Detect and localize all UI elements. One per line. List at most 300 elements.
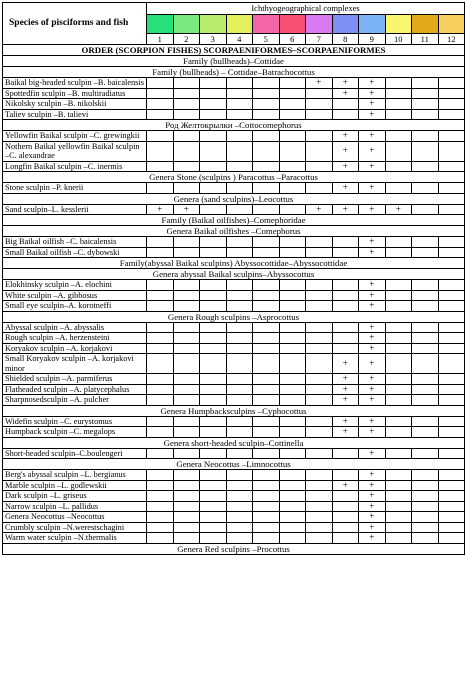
species-name: Spottedfin sculpin –B. multiradiatus — [3, 88, 147, 99]
species-name: Baikal big-headed sculpin –B. baicalensis — [3, 78, 147, 89]
presence-cell — [385, 333, 412, 344]
presence-cell — [306, 247, 333, 258]
species-name: Genera Neocottus –Neocottus — [3, 512, 147, 523]
presence-mark: + — [359, 480, 386, 491]
species-row — [3, 301, 465, 312]
presence-mark: + — [306, 78, 333, 89]
species-name: Abyssal sculpin –A. abyssalis — [3, 322, 147, 333]
presence-cell — [412, 395, 439, 406]
presence-cell — [253, 533, 280, 544]
complex-color-swatch — [147, 15, 174, 34]
presence-cell — [412, 416, 439, 427]
presence-cell — [306, 290, 333, 301]
complex-color-swatch — [306, 15, 333, 34]
presence-cell — [332, 491, 359, 502]
presence-cell — [306, 183, 333, 194]
species-row — [3, 384, 465, 395]
presence-cell — [412, 301, 439, 312]
species-row — [3, 512, 465, 523]
presence-cell — [306, 237, 333, 248]
presence-cell — [226, 322, 253, 333]
species-name: Taliev sculpin –B. talievi — [3, 109, 147, 120]
genus-heading: Genera Red sculpins –Procottus — [3, 543, 465, 554]
presence-cell — [200, 470, 227, 481]
genus-heading: Genera (sand sculpins)–Leocottus — [3, 193, 465, 204]
presence-cell — [385, 99, 412, 110]
presence-mark: + — [359, 204, 386, 215]
complex-color-swatch — [173, 15, 200, 34]
presence-cell — [279, 99, 306, 110]
presence-cell — [147, 141, 174, 161]
presence-cell — [438, 522, 465, 533]
presence-cell — [306, 322, 333, 333]
species-name: Small Baikal oilfish –C. dybowski — [3, 247, 147, 258]
presence-cell — [306, 131, 333, 142]
complex-color-swatch — [200, 15, 227, 34]
presence-cell — [438, 204, 465, 215]
complex-color-swatch — [332, 15, 359, 34]
presence-cell — [385, 290, 412, 301]
presence-cell — [226, 343, 253, 354]
presence-mark: + — [306, 204, 333, 215]
presence-cell — [200, 448, 227, 459]
presence-cell — [253, 78, 280, 89]
presence-cell — [306, 427, 333, 438]
presence-mark: + — [332, 416, 359, 427]
species-row — [3, 470, 465, 481]
presence-cell — [385, 322, 412, 333]
presence-cell — [173, 301, 200, 312]
presence-cell — [385, 280, 412, 291]
presence-cell — [306, 161, 333, 172]
species-name: Dark sculpin –L. griseus — [3, 491, 147, 502]
presence-cell — [279, 237, 306, 248]
presence-cell — [173, 161, 200, 172]
complex-column-number: 12 — [438, 34, 465, 45]
species-row — [3, 395, 465, 406]
complex-color-swatch — [412, 15, 439, 34]
presence-cell — [200, 354, 227, 374]
presence-cell — [385, 131, 412, 142]
presence-cell — [412, 470, 439, 481]
species-name: Sharpnosedsculpin –A. pulcher — [3, 395, 147, 406]
presence-cell — [147, 88, 174, 99]
presence-cell — [412, 384, 439, 395]
presence-cell — [253, 491, 280, 502]
presence-cell — [200, 522, 227, 533]
species-row — [3, 480, 465, 491]
presence-cell — [173, 374, 200, 385]
presence-mark: + — [332, 183, 359, 194]
presence-mark: + — [332, 88, 359, 99]
presence-cell — [253, 290, 280, 301]
complex-color-swatch — [253, 15, 280, 34]
presence-mark: + — [359, 301, 386, 312]
presence-cell — [412, 448, 439, 459]
presence-cell — [306, 501, 333, 512]
presence-cell — [385, 354, 412, 374]
presence-cell — [438, 491, 465, 502]
presence-cell — [173, 183, 200, 194]
presence-mark: + — [359, 522, 386, 533]
presence-mark: + — [359, 512, 386, 523]
species-row — [3, 237, 465, 248]
presence-cell — [226, 491, 253, 502]
species-row — [3, 522, 465, 533]
presence-cell — [226, 183, 253, 194]
presence-cell — [200, 247, 227, 258]
presence-cell — [438, 512, 465, 523]
presence-cell — [200, 290, 227, 301]
family-heading-row — [3, 56, 465, 67]
complex-column-number: 4 — [226, 34, 253, 45]
presence-cell — [306, 333, 333, 344]
presence-cell — [253, 247, 280, 258]
genus-heading-row — [3, 437, 465, 448]
presence-cell — [253, 395, 280, 406]
presence-cell — [332, 522, 359, 533]
genus-heading-row — [3, 172, 465, 183]
presence-cell — [332, 343, 359, 354]
presence-mark: + — [359, 88, 386, 99]
presence-mark: + — [332, 78, 359, 89]
presence-cell — [147, 427, 174, 438]
complex-column-number: 8 — [332, 34, 359, 45]
presence-cell — [200, 78, 227, 89]
presence-cell — [412, 522, 439, 533]
presence-cell — [253, 161, 280, 172]
presence-cell — [332, 322, 359, 333]
presence-cell — [173, 78, 200, 89]
presence-cell — [385, 533, 412, 544]
genus-heading-row — [3, 120, 465, 131]
presence-cell — [385, 522, 412, 533]
presence-cell — [253, 501, 280, 512]
species-row — [3, 109, 465, 120]
family-heading: Family (bullheads)–Cottidae — [3, 56, 465, 67]
presence-cell — [147, 416, 174, 427]
presence-cell — [279, 131, 306, 142]
family-heading: Family(abyssal Baikal sculpins) Abyssocottidae–Abyssocottidae — [3, 258, 465, 269]
species-name: Koryakov sculpin –A. korjakovi — [3, 343, 147, 354]
presence-cell — [306, 395, 333, 406]
presence-cell — [385, 384, 412, 395]
presence-cell — [438, 395, 465, 406]
presence-cell — [147, 131, 174, 142]
presence-cell — [279, 448, 306, 459]
presence-cell — [200, 237, 227, 248]
presence-cell — [200, 343, 227, 354]
species-row — [3, 322, 465, 333]
presence-cell — [306, 470, 333, 481]
presence-mark: + — [359, 333, 386, 344]
presence-cell — [438, 501, 465, 512]
species-name: White sculpin –A. gibbosus — [3, 290, 147, 301]
presence-cell — [438, 384, 465, 395]
presence-cell — [438, 78, 465, 89]
species-name: Rough sculpin –A. herzensteini — [3, 333, 147, 344]
species-row — [3, 204, 465, 215]
presence-cell — [200, 109, 227, 120]
presence-cell — [279, 204, 306, 215]
presence-cell — [438, 480, 465, 491]
presence-cell — [200, 384, 227, 395]
presence-cell — [226, 141, 253, 161]
presence-cell — [147, 354, 174, 374]
family-heading: Family (Baikal oilfishes)–Comephoridae — [3, 215, 465, 226]
presence-cell — [332, 99, 359, 110]
presence-cell — [279, 427, 306, 438]
presence-cell — [147, 470, 174, 481]
presence-cell — [438, 374, 465, 385]
genus-heading: Genera short-headed sculpin–Cottinella — [3, 437, 465, 448]
presence-cell — [200, 480, 227, 491]
presence-cell — [200, 141, 227, 161]
genus-heading: Genera abyssal Baikal sculpins–Abyssocottus — [3, 269, 465, 280]
presence-cell — [253, 280, 280, 291]
presence-cell — [226, 416, 253, 427]
presence-cell — [279, 109, 306, 120]
presence-cell — [173, 395, 200, 406]
presence-cell — [279, 533, 306, 544]
species-name: Narrow sculpin –L. pallidus — [3, 501, 147, 512]
presence-cell — [200, 333, 227, 344]
presence-cell — [332, 301, 359, 312]
presence-cell — [438, 416, 465, 427]
presence-cell — [438, 333, 465, 344]
presence-cell — [412, 480, 439, 491]
presence-cell — [173, 470, 200, 481]
presence-cell — [226, 280, 253, 291]
presence-cell — [173, 131, 200, 142]
genus-heading-row — [3, 311, 465, 322]
complex-column-number: 10 — [385, 34, 412, 45]
presence-cell — [412, 343, 439, 354]
family-heading: Family (bullheads) – Cottidae–Batrachocottus — [3, 67, 465, 78]
presence-cell — [385, 470, 412, 481]
presence-cell — [438, 237, 465, 248]
genus-heading-row — [3, 405, 465, 416]
presence-cell — [200, 533, 227, 544]
presence-cell — [147, 491, 174, 502]
family-heading-row — [3, 67, 465, 78]
presence-cell — [200, 322, 227, 333]
presence-cell — [279, 512, 306, 523]
presence-cell — [147, 161, 174, 172]
genus-heading: Genera Neocottus –Limnocottus — [3, 459, 465, 470]
complex-color-swatch — [359, 15, 386, 34]
presence-cell — [147, 533, 174, 544]
presence-cell — [147, 280, 174, 291]
presence-cell — [253, 99, 280, 110]
presence-cell — [332, 333, 359, 344]
presence-cell — [412, 247, 439, 258]
presence-cell — [147, 512, 174, 523]
presence-cell — [226, 99, 253, 110]
presence-cell — [306, 109, 333, 120]
order-heading-row — [3, 45, 465, 56]
presence-cell — [412, 491, 439, 502]
presence-cell — [385, 480, 412, 491]
presence-mark: + — [359, 99, 386, 110]
presence-cell — [173, 237, 200, 248]
complex-column-number: 1 — [147, 34, 174, 45]
presence-cell — [253, 333, 280, 344]
presence-cell — [279, 280, 306, 291]
presence-cell — [226, 247, 253, 258]
presence-cell — [226, 448, 253, 459]
species-name: Nothern Baikal yellowfin Baikal sculpin –C. alexandrae — [3, 141, 147, 161]
presence-cell — [173, 141, 200, 161]
presence-cell — [279, 480, 306, 491]
presence-cell — [253, 522, 280, 533]
header-row-title — [3, 3, 465, 15]
presence-cell — [438, 301, 465, 312]
presence-cell — [438, 99, 465, 110]
presence-mark: + — [332, 354, 359, 374]
presence-cell — [332, 109, 359, 120]
presence-cell — [173, 99, 200, 110]
presence-cell — [412, 533, 439, 544]
complex-column-number: 6 — [279, 34, 306, 45]
presence-cell — [332, 290, 359, 301]
presence-cell — [147, 522, 174, 533]
table-body — [3, 3, 465, 555]
presence-cell — [253, 109, 280, 120]
presence-cell — [253, 88, 280, 99]
presence-cell — [253, 470, 280, 481]
presence-cell — [200, 395, 227, 406]
species-row — [3, 99, 465, 110]
presence-cell — [200, 88, 227, 99]
species-row — [3, 533, 465, 544]
presence-cell — [173, 384, 200, 395]
presence-mark: + — [359, 533, 386, 544]
presence-cell — [200, 501, 227, 512]
presence-cell — [253, 131, 280, 142]
presence-cell — [226, 480, 253, 491]
presence-cell — [173, 109, 200, 120]
presence-cell — [253, 448, 280, 459]
presence-mark: + — [332, 480, 359, 491]
presence-cell — [412, 512, 439, 523]
presence-cell — [253, 322, 280, 333]
species-row — [3, 161, 465, 172]
presence-cell — [226, 333, 253, 344]
genus-heading-row — [3, 226, 465, 237]
presence-cell — [306, 448, 333, 459]
presence-cell — [279, 333, 306, 344]
presence-cell — [226, 204, 253, 215]
presence-cell — [147, 395, 174, 406]
presence-mark: + — [359, 247, 386, 258]
presence-cell — [226, 290, 253, 301]
family-heading-row — [3, 258, 465, 269]
presence-cell — [438, 141, 465, 161]
species-name: Berg's abyssal sculpin –L. bergianus — [3, 470, 147, 481]
presence-cell — [385, 512, 412, 523]
presence-cell — [173, 427, 200, 438]
presence-cell — [147, 301, 174, 312]
complexes-header: Ichthyogeographical complexes — [147, 3, 465, 15]
presence-cell — [147, 480, 174, 491]
presence-cell — [253, 384, 280, 395]
presence-cell — [173, 322, 200, 333]
presence-cell — [147, 374, 174, 385]
presence-cell — [306, 141, 333, 161]
presence-cell — [306, 88, 333, 99]
presence-cell — [438, 470, 465, 481]
species-row — [3, 354, 465, 374]
presence-cell — [200, 161, 227, 172]
presence-cell — [385, 109, 412, 120]
presence-mark: + — [385, 204, 412, 215]
presence-cell — [147, 322, 174, 333]
species-row — [3, 131, 465, 142]
presence-cell — [226, 470, 253, 481]
ichthyogeography-table — [2, 2, 465, 555]
presence-cell — [253, 141, 280, 161]
presence-cell — [253, 343, 280, 354]
species-row — [3, 141, 465, 161]
presence-mark: + — [359, 280, 386, 291]
presence-cell — [253, 512, 280, 523]
presence-cell — [173, 533, 200, 544]
presence-cell — [385, 237, 412, 248]
species-name: Humpback sculpin –C. megalops — [3, 427, 147, 438]
presence-cell — [385, 343, 412, 354]
presence-cell — [173, 491, 200, 502]
species-row — [3, 491, 465, 502]
presence-mark: + — [332, 141, 359, 161]
presence-cell — [226, 522, 253, 533]
presence-cell — [412, 333, 439, 344]
presence-cell — [385, 501, 412, 512]
presence-cell — [279, 183, 306, 194]
species-row — [3, 501, 465, 512]
presence-cell — [279, 247, 306, 258]
presence-cell — [385, 247, 412, 258]
presence-cell — [147, 333, 174, 344]
presence-cell — [306, 522, 333, 533]
species-name: Short-headed sculpin–C.boulengeri — [3, 448, 147, 459]
presence-cell — [147, 384, 174, 395]
presence-mark: + — [332, 131, 359, 142]
presence-cell — [279, 491, 306, 502]
presence-cell — [173, 247, 200, 258]
complex-column-number: 2 — [173, 34, 200, 45]
presence-cell — [279, 501, 306, 512]
presence-cell — [173, 501, 200, 512]
presence-cell — [306, 280, 333, 291]
presence-cell — [279, 522, 306, 533]
presence-cell — [412, 501, 439, 512]
species-name: Widefin sculpin –C. eurystomus — [3, 416, 147, 427]
presence-cell — [438, 427, 465, 438]
presence-cell — [253, 204, 280, 215]
species-name: Shielded sculpin –A. parmiferus — [3, 374, 147, 385]
presence-cell — [306, 491, 333, 502]
presence-cell — [147, 343, 174, 354]
presence-cell — [147, 501, 174, 512]
presence-cell — [385, 141, 412, 161]
presence-mark: + — [332, 374, 359, 385]
presence-cell — [173, 522, 200, 533]
presence-cell — [438, 290, 465, 301]
species-name: Marble sculpin –L. godlewskii — [3, 480, 147, 491]
presence-cell — [173, 333, 200, 344]
presence-cell — [385, 448, 412, 459]
